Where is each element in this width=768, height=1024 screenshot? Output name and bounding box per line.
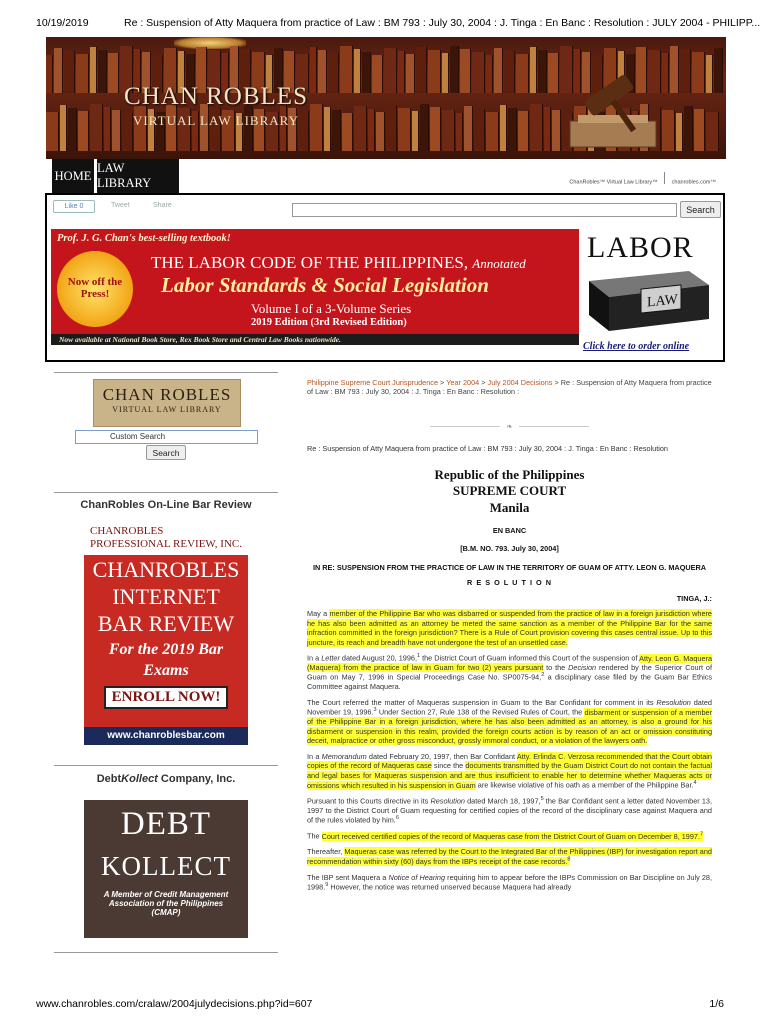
book-spine: [384, 48, 397, 93]
book-spine: [318, 50, 327, 93]
site-search-button[interactable]: Search: [680, 201, 721, 218]
custom-search-input[interactable]: Custom Search: [75, 430, 258, 444]
bar-review-heading: ChanRobles On-Line Bar Review: [80, 499, 252, 511]
book-spine: [398, 108, 411, 151]
nav-link-chanrobles[interactable]: chanrobles.com™: [671, 179, 716, 186]
breadcrumb: Philippine Supreme Court Jurisprudence > Year 2004 > July 2004 Decisions > Re : Suspension of Atty Maquera from practice of Law : BM 793 : July 30, 2004 : J. Tinga : En Banc : Resolution :: [307, 378, 712, 397]
labor-ad-law-text: LAW: [647, 291, 678, 311]
debt-heading-b: Kollect: [121, 773, 158, 785]
top-nav: [46, 159, 726, 193]
ad-line1-text: THE LABOR CODE OF THE PHILIPPINES,: [151, 253, 469, 272]
book-icon: [585, 267, 713, 335]
ad-line3: Volume I of a 3-Volume Series: [251, 301, 412, 316]
book-spine: [504, 51, 515, 93]
book-spine: [406, 54, 415, 93]
bar-ad-line2: INTERNET: [112, 584, 220, 610]
book-spine: [456, 113, 463, 151]
gavel-icon: [568, 71, 658, 151]
nav-link-virtual-library[interactable]: ChanRobles™ Virtual Law Library™: [569, 179, 658, 186]
book-spine: [104, 107, 111, 151]
book-spine: [706, 112, 719, 151]
bar-ad-brand: CHANROBLES: [90, 525, 164, 537]
bar-ad-mid2: Exams: [143, 662, 189, 680]
labor-book-ad[interactable]: [579, 229, 719, 359]
resolution-heading: R E S O L U T I O N: [467, 578, 552, 588]
book-spine: [548, 53, 559, 93]
ad-line4: 2019 Edition (3rd Revised Edition): [251, 317, 407, 328]
book-spine: [552, 110, 561, 151]
book-spine: [386, 105, 397, 151]
book-spine: [464, 106, 473, 151]
header-box: [45, 193, 725, 362]
sidebar-divider: [54, 372, 278, 373]
bar-ad-company: PROFESSIONAL REVIEW, INC.: [90, 538, 242, 551]
book-spine: [362, 52, 371, 93]
court-header: [307, 467, 712, 517]
book-spine: [412, 111, 419, 151]
book-spine: [680, 49, 691, 93]
ponente: TINGA, J.:: [676, 593, 712, 603]
order-online-link[interactable]: Click here to order online: [583, 341, 690, 352]
book-spine: [494, 48, 503, 93]
enroll-now-button[interactable]: ENROLL NOW!: [104, 686, 229, 709]
book-spine: [90, 104, 103, 151]
breadcrumb-current: Re : Suspension of Atty Maquera from practice of Law : BM 793 : July 30, 2004 : J. Tinga : En Banc : Resolution :: [307, 378, 712, 397]
sidebar-logo-subtitle: VIRTUAL LAW LIBRARY: [112, 405, 222, 414]
court-name: SUPREME COURT: [452, 483, 567, 499]
book-spine: [78, 111, 89, 151]
nav-links: [569, 176, 716, 188]
sidebar-logo[interactable]: [93, 379, 241, 427]
ad-line1-annotated: Annotated: [472, 256, 526, 271]
book-spine: [354, 49, 361, 93]
case-number: [B.M. NO. 793. July 30, 2004]: [460, 544, 559, 554]
banner-title: CHAN ROBLES: [124, 83, 308, 110]
case-short-title: Re : Suspension of Atty Maquera from practice of Law : BM 793 : July 30, 2004 : J. Tinga : En Banc : Resolution: [307, 444, 668, 454]
breadcrumb-year[interactable]: Year 2004: [446, 378, 480, 387]
book-spine: [676, 113, 683, 151]
tweet-button[interactable]: Tweet: [111, 202, 130, 209]
book-spine: [98, 50, 107, 93]
ad-line2: Labor Standards & Social Legislation: [161, 273, 489, 297]
print-footer: [36, 998, 732, 1012]
share-button[interactable]: Share: [153, 202, 172, 209]
debtkollect-ad[interactable]: [84, 800, 248, 938]
debt-heading-c: Company, Inc.: [157, 773, 236, 785]
site-banner: [46, 37, 726, 159]
sidebar-divider: [54, 765, 278, 766]
book-spine: [68, 108, 77, 151]
paragraph: The IBP sent Maquera a Notice of Hearing requiring him to appear before the IBPs Commission on Bar Discipline on July 28, 1998.$^9$ However, the notice was returned unserved because Maquera had already: [307, 872, 712, 892]
division: EN BANC: [492, 525, 527, 535]
book-spine: [706, 55, 713, 93]
book-spine: [46, 55, 53, 93]
bar-ad-line1: CHANROBLES: [92, 557, 240, 582]
book-spine: [342, 113, 353, 151]
book-spine: [670, 46, 679, 93]
court-city: Manila: [489, 500, 530, 516]
ad-kicker: Prof. J. G. Chan's best-selling textbook!: [57, 233, 231, 244]
book-spine: [76, 54, 89, 93]
breadcrumb-jurisprudence[interactable]: Philippine Supreme Court Jurisprudence: [307, 378, 439, 387]
book-spine: [442, 110, 455, 151]
book-spine: [368, 109, 375, 151]
book-spine: [694, 109, 705, 151]
book-spine: [376, 112, 385, 151]
book-spine: [684, 106, 693, 151]
book-spine: [508, 108, 517, 151]
bar-ad-mid1: For the 2019 Bar: [108, 640, 224, 658]
book-spine: [500, 105, 507, 151]
debt-ad-line3: A Member of Credit Management Association of the Philippines (CMAP): [103, 890, 229, 918]
book-spine: [692, 52, 705, 93]
bar-ad-line3: BAR REVIEW: [97, 611, 235, 637]
book-spine: [54, 48, 63, 93]
ad-footer-bar: [51, 334, 579, 345]
book-spine: [324, 107, 331, 151]
book-spine: [662, 110, 675, 151]
book-spine: [428, 50, 441, 93]
divider-ornament: ❧: [307, 422, 712, 432]
book-spine: [332, 110, 341, 151]
main-content: [307, 378, 712, 892]
case-title: IN RE: SUSPENSION FROM THE PRACTICE OF LAW IN THE TERRITORY OF GUAM OF ATTY. LEON G. MAQUERA: [312, 562, 707, 572]
paragraph: In a Letter dated August 20, 1996,$^1$ the District Court of Guam informed this Court of the suspension of Atty. Leon G. Maquera (Maquera) from the practice of law in Guam for two (2) years pursuant to the Decision rendered by the Superior Court of Guam on May 7, 1996 in Special Proceedings Case No. SP0075-94,$^2$ a disciplinary case filed by the Guam Bar Ethics Committee against Maquera.: [307, 653, 713, 692]
book-spine: [398, 51, 405, 93]
book-spine: [538, 50, 547, 93]
paragraph: The Court referred the matter of Maqueras suspension in Guam to the Bar Confidant for comment in its Resolution dated November 19, 1996.$^3$ Under Section 27, Rule 138 of the Revised Rules of Court, the disbarment or suspension of a member of the Philippine Bar in a foreign jurisdiction, where he has also been admitted as an attorney, is also a ground for his disbarment or suspension in this realm, provided the foreign courts action is by reason of an act or omission constituting deceit, malpractice or other gross misconduct, grossly immoral conduct, or a violation of the lawyers oath.: [307, 697, 712, 746]
book-spine: [354, 106, 367, 151]
book-spine: [340, 46, 353, 93]
book-spine: [416, 47, 427, 93]
book-spine: [328, 53, 339, 93]
paragraph: In a Memorandum dated February 20, 1997, then Bar Confidant Atty. Erlinda C. Verzosa recommended that the Court obtain copies of the record of Maqueras case since the documents transmitted by the Guam District Court do not contain the factual and legal bases for Maqueras suspension and are thus insufficient to enable her to determine whether Maqueras acts or omissions which resulted in his suspension in Guam are likewise violative of his oath as a member of the Philippine Bar.$^4$: [307, 751, 712, 790]
court-republic: Republic of the Philippines: [434, 466, 585, 482]
sidebar-divider: [54, 952, 278, 953]
paragraph: Thereafter, Maqueras case was referred by the Court to the Integrated Bar of the Philippines (IBP) for investigation report and recommendation within sixty (60) days from the IBPs receipt of the case records.$^8$: [307, 847, 712, 867]
debt-ad-line2: KOLLECT: [101, 851, 231, 881]
print-page-number: 1/6: [709, 998, 724, 1010]
book-spine: [64, 51, 75, 93]
book-spine: [518, 111, 529, 151]
nav-divider: [664, 172, 665, 184]
labor-code-ad[interactable]: [51, 229, 579, 345]
print-url: www.chanrobles.com/cralaw/2004julydecisions.php?id=607: [36, 998, 313, 1010]
book-spine: [46, 112, 59, 151]
book-spine: [662, 53, 669, 93]
paragraph: The Court received certified copies of the record of Maqueras case from the District Court of Guam on December 8, 1997.$^7$: [307, 831, 704, 841]
bar-ad-url[interactable]: www.chanroblesbar.com: [84, 727, 248, 745]
ad-line1: [151, 253, 526, 273]
book-spine: [460, 49, 471, 93]
nav-law-library[interactable]: LAW LIBRARY: [97, 159, 179, 193]
book-spine: [486, 112, 499, 151]
sidebar-logo-title: CHAN ROBLES: [102, 385, 232, 404]
breadcrumb-month[interactable]: July 2004 Decisions: [487, 378, 553, 387]
print-page-title: Re : Suspension of Atty Maquera from practice of Law : BM 793 : July 30, 2004 : J. Tinga : En Banc : Resolution : JULY 2004 - PHILIPP...: [124, 17, 761, 29]
banner-logo[interactable]: [116, 83, 316, 129]
book-spine: [372, 55, 383, 93]
paragraph: Pursuant to this Courts directive in its Resolution dated March 18, 1997,$^5$ the Bar Confidant sent a letter dated November 13, 1997 to the District Court of Guam requesting for certified copies of the record of the disciplinary case against Maquera and of the rules violated by him.$^6$: [307, 796, 712, 825]
debtkollect-heading: [54, 773, 278, 785]
bar-ad-header: [84, 523, 248, 555]
book-spine: [60, 105, 67, 151]
print-header: [36, 17, 761, 31]
book-spine: [530, 47, 537, 93]
debt-heading-a: Debt: [96, 773, 122, 785]
book-spine: [430, 107, 441, 151]
ad-badge: Now off the Press!: [57, 251, 133, 327]
ad-footer-text: Now available at National Book Store, Rex Book Store and Central Law Books nationwide.: [59, 335, 341, 344]
book-spine: [544, 107, 551, 151]
sidebar-divider: [54, 492, 278, 493]
book-spine: [486, 55, 493, 93]
book-spine: [472, 52, 485, 93]
custom-search-button[interactable]: Search: [146, 445, 186, 460]
book-spine: [474, 109, 485, 151]
book-spine: [450, 46, 459, 93]
print-date: 10/19/2019: [36, 17, 89, 29]
paragraph: May a member of the Philippine Bar who was disbarred or suspended from the practice of law in a foreign jurisdiction where he has also been admitted as an attorney be meted the same sanction as a member of the Philippine Bar for the same infraction committed in the foreign jurisdiction? There is a Rule of Court provision covering this cases central issue. Up to this juncture, its reach and breadth have not undergone the test of an unsettled case.: [307, 609, 712, 647]
debt-ad-line1: DEBT: [120, 806, 212, 842]
bar-review-ad[interactable]: [84, 523, 248, 745]
labor-ad-title: LABOR: [587, 231, 694, 264]
like-button[interactable]: Like 0: [53, 200, 95, 213]
book-spine: [714, 48, 723, 93]
site-search-input[interactable]: [292, 203, 677, 217]
book-spine: [516, 54, 529, 93]
banner-subtitle: VIRTUAL LAW LIBRARY: [133, 113, 299, 128]
nav-home[interactable]: HOME: [52, 159, 94, 193]
book-spine: [442, 53, 449, 93]
book-spine: [530, 104, 543, 151]
book-spine: [90, 47, 97, 93]
book-spine: [420, 104, 429, 151]
